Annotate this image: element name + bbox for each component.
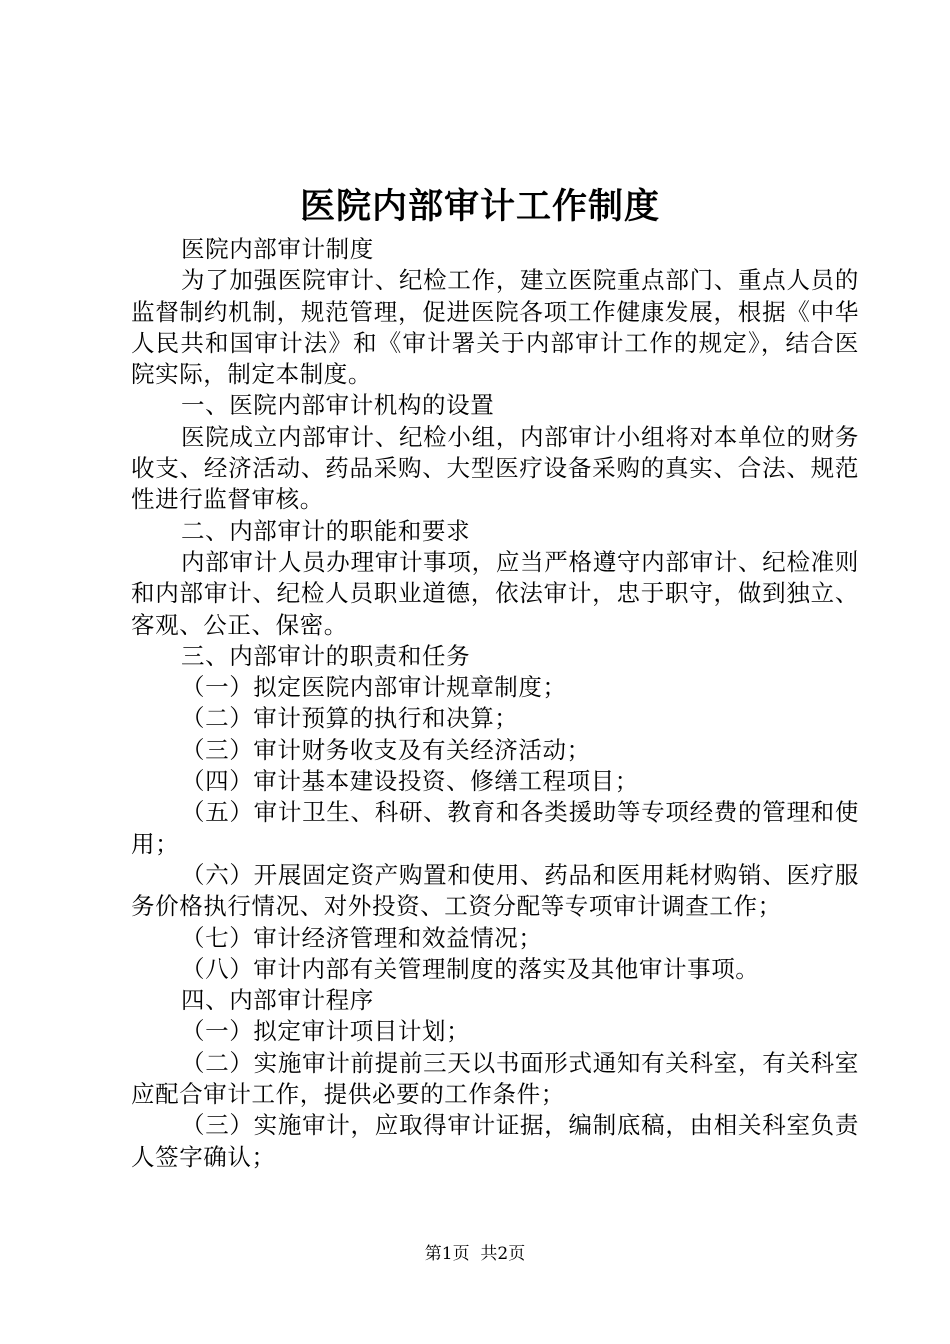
duty-item-2: （二）审计预算的执行和决算； — [181, 704, 519, 733]
page-total: 共2页 — [480, 1244, 526, 1264]
section-heading-3: 三、内部审计的职责和任务 — [181, 641, 471, 670]
procedure-item-1: （一）拟定审计项目计划； — [181, 1017, 471, 1046]
section-heading-4: 四、内部审计程序 — [181, 986, 374, 1015]
section-1-paragraph: 医院成立内部审计、纪检小组，内部审计小组将对本单位的财务收支、经济活动、药品采购、大型医疗设备采购的真实、合法、规范性进行监督审核。 — [131, 422, 859, 514]
subtitle-paragraph: 医院内部审计制度 — [181, 235, 374, 263]
page-number: 第1页 — [424, 1244, 470, 1264]
page-footer — [0, 1242, 950, 1266]
procedure-item-3: （三）实施审计，应取得审计证据，编制底稿，由相关科室负责人签字确认； — [131, 1111, 859, 1171]
duty-item-1: （一）拟定医院内部审计规章制度； — [181, 673, 567, 702]
duty-item-7: （七）审计经济管理和效益情况； — [181, 923, 543, 952]
duty-item-3: （三）审计财务收支及有关经济活动； — [181, 735, 591, 764]
section-heading-1: 一、医院内部审计机构的设置 — [181, 391, 495, 420]
section-heading-2: 二、内部审计的职能和要求 — [181, 516, 471, 545]
document-body — [131, 234, 859, 1173]
intro-paragraph: 为了加强医院审计、纪检工作，建立医院重点部门、重点人员的监督制约机制，规范管理，促进医院各项工作健康发展，根据《中华人民共和国审计法》和《审计署关于内部审计工作的规定》，结合医院实际，制定本制度。 — [131, 266, 859, 389]
procedure-item-2: （二）实施审计前提前三天以书面形式通知有关科室，有关科室应配合审计工作，提供必要的工作条件； — [131, 1048, 859, 1109]
document-title: 医院内部审计工作制度 — [299, 187, 660, 227]
duty-item-8: （八）审计内部有关管理制度的落实及其他审计事项。 — [181, 954, 760, 983]
duty-item-5: （五）审计卫生、科研、教育和各类援助等专项经费的管理和使用； — [131, 798, 859, 858]
section-2-paragraph: 内部审计人员办理审计事项，应当严格遵守内部审计、纪检准则和内部审计、纪检人员职业道德，依法审计，忠于职守，做到独立、客观、公正、保密。 — [131, 547, 859, 639]
duty-item-4: （四）审计基本建设投资、修缮工程项目； — [181, 767, 639, 796]
duty-item-6: （六）开展固定资产购置和使用、药品和医用耗材购销、医疗服务价格执行情况、对外投资、工资分配等专项审计调查工作； — [131, 860, 859, 921]
